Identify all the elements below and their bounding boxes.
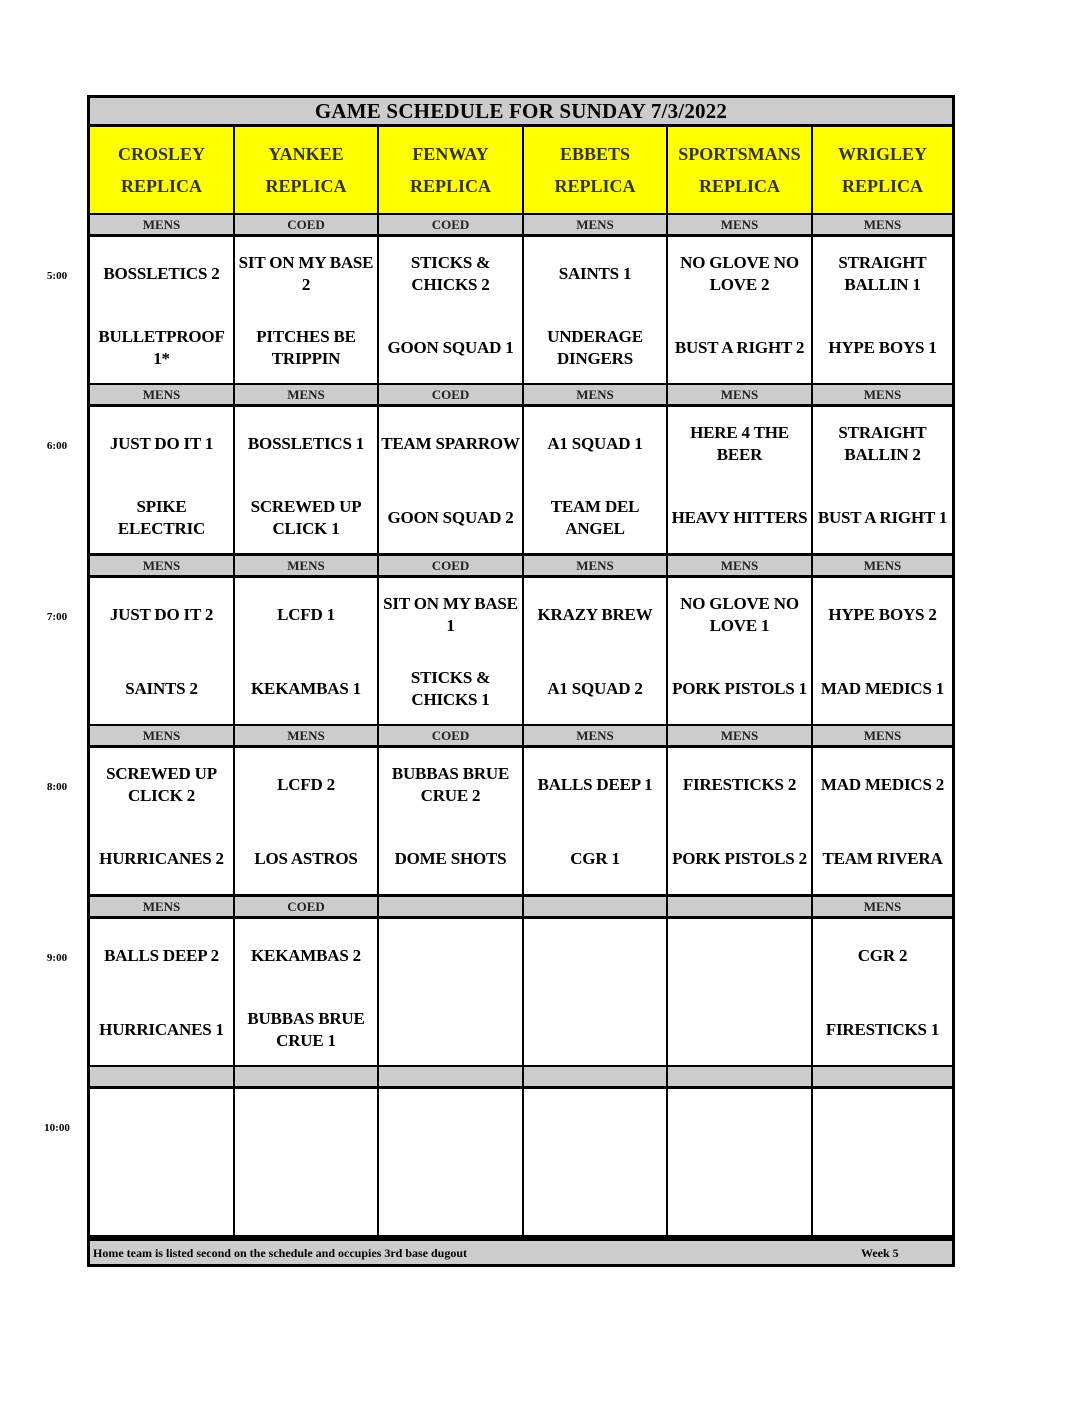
home-team: SCREWED UP CLICK 1 — [250, 497, 362, 538]
home-team: HEAVY HITTERS — [671, 508, 808, 527]
game-cell — [90, 1089, 233, 1235]
division-label: COED — [235, 897, 377, 916]
away-team — [381, 931, 520, 981]
home-team: HYPE BOYS 1 — [828, 338, 937, 357]
division-label: MENS — [90, 556, 233, 575]
division-label: MENS — [235, 556, 377, 575]
away-team: BALLS DEEP 2 — [104, 946, 219, 965]
division-label: MENS — [235, 726, 377, 745]
division-label: MENS — [668, 726, 811, 745]
game-cell — [813, 748, 952, 894]
division-label: MENS — [813, 385, 952, 404]
away-team: STICKS & CHICKS 2 — [410, 253, 491, 294]
away-team — [815, 1101, 950, 1151]
field-subtitle: REPLICA — [554, 176, 636, 196]
game-cell — [524, 578, 666, 724]
division-label: MENS — [524, 556, 666, 575]
game-cell — [524, 1089, 666, 1235]
field-name: WRIGLEY — [837, 144, 927, 164]
home-team — [670, 1005, 809, 1055]
away-team: NO GLOVE NO LOVE 2 — [680, 253, 799, 294]
game-cell — [524, 407, 666, 553]
game-cell — [524, 919, 666, 1065]
division-label: MENS — [90, 897, 233, 916]
game-cell — [90, 407, 233, 553]
game-cell — [235, 1089, 377, 1235]
game-cell — [379, 1089, 522, 1235]
home-team — [381, 1175, 520, 1225]
page-title: GAME SCHEDULE FOR SUNDAY 7/3/2022 — [90, 98, 952, 127]
division-label: MENS — [668, 556, 811, 575]
division-label — [813, 1067, 952, 1086]
home-team: UNDERAGE DINGERS — [547, 327, 643, 368]
home-team: BUST A RIGHT 1 — [817, 508, 948, 527]
division-label: MENS — [813, 897, 952, 916]
game-cell — [90, 578, 233, 724]
home-team: PORK PISTOLS 2 — [672, 849, 807, 868]
game-cell — [813, 237, 952, 383]
field-header-ebbets — [524, 127, 666, 213]
away-team: BALLS DEEP 1 — [537, 775, 653, 794]
away-team: HYPE BOYS 2 — [828, 605, 937, 624]
field-header-yankee — [235, 127, 377, 213]
game-cell — [668, 1089, 811, 1235]
home-team: A1 SQUAD 2 — [547, 679, 643, 698]
game-cell — [668, 407, 811, 553]
game-cell — [668, 237, 811, 383]
field-name: FENWAY — [412, 144, 489, 164]
game-cell — [90, 919, 233, 1065]
home-team — [237, 1175, 375, 1225]
away-team — [526, 931, 664, 981]
field-subtitle: REPLICA — [841, 176, 923, 196]
field-name: YANKEE — [268, 144, 344, 164]
home-team: BUST A RIGHT 2 — [674, 338, 805, 357]
home-team: LOS ASTROS — [254, 849, 358, 868]
division-label: COED — [379, 726, 522, 745]
home-team: FIRESTICKS 1 — [825, 1020, 940, 1039]
home-team — [670, 1175, 809, 1225]
division-label: MENS — [668, 215, 811, 234]
division-label: MENS — [524, 726, 666, 745]
home-team — [815, 1175, 950, 1225]
division-label: MENS — [90, 385, 233, 404]
home-team: CGR 1 — [570, 849, 620, 868]
away-team: CGR 2 — [857, 946, 908, 965]
division-label — [379, 1067, 522, 1086]
away-team: HERE 4 THE BEER — [690, 423, 789, 464]
time-label: 6:00 — [46, 440, 68, 452]
division-label — [524, 897, 666, 916]
game-cell — [379, 748, 522, 894]
away-team — [237, 1101, 375, 1151]
footer-note: Home team is listed second on the schedule and occupies 3rd base dugout — [93, 1246, 468, 1260]
time-label: 10:00 — [44, 1122, 70, 1134]
home-team: GOON SQUAD 1 — [387, 338, 514, 357]
away-team — [92, 1101, 231, 1151]
away-team: BUBBAS BRUE CRUE 2 — [391, 764, 510, 805]
field-subtitle: REPLICA — [409, 176, 491, 196]
away-team — [381, 1101, 520, 1151]
away-team: SCREWED UP CLICK 2 — [106, 764, 217, 805]
time-label: 8:00 — [46, 781, 68, 793]
game-cell — [379, 919, 522, 1065]
home-team: STICKS & CHICKS 1 — [410, 668, 491, 709]
home-team: SAINTS 2 — [125, 679, 198, 698]
home-team: BULLETPROOF 1* — [98, 327, 225, 368]
game-cell — [235, 578, 377, 724]
game-cell — [379, 578, 522, 724]
division-label: MENS — [90, 215, 233, 234]
field-name: CROSLEY — [117, 144, 206, 164]
division-label: MENS — [668, 385, 811, 404]
away-team: TEAM SPARROW — [381, 434, 520, 453]
away-team — [670, 931, 809, 981]
game-cell — [668, 919, 811, 1065]
game-cell — [524, 237, 666, 383]
home-team: SPIKE ELECTRIC — [117, 497, 206, 538]
division-label — [235, 1067, 377, 1086]
game-cell — [813, 919, 952, 1065]
home-team: DOME SHOTS — [394, 849, 507, 868]
home-team: GOON SQUAD 2 — [387, 508, 514, 527]
division-label: MENS — [235, 385, 377, 404]
division-label: MENS — [813, 215, 952, 234]
home-team: BUBBAS BRUE CRUE 1 — [247, 1009, 365, 1050]
field-name: EBBETS — [559, 144, 631, 164]
footer-bar — [90, 1241, 952, 1264]
division-label: MENS — [813, 726, 952, 745]
home-team: KEKAMBAS 1 — [251, 679, 361, 698]
away-team: LCFD 1 — [277, 605, 335, 624]
field-subtitle: REPLICA — [120, 176, 202, 196]
home-team: HURRICANES 1 — [99, 1020, 224, 1039]
game-cell — [668, 578, 811, 724]
home-team — [526, 1175, 664, 1225]
division-label: COED — [379, 385, 522, 404]
division-label: COED — [379, 215, 522, 234]
division-label: MENS — [524, 215, 666, 234]
division-label — [668, 897, 811, 916]
away-team: KRAZY BREW — [537, 605, 653, 624]
field-subtitle: REPLICA — [698, 176, 780, 196]
time-label: 9:00 — [46, 952, 68, 964]
division-label: COED — [235, 215, 377, 234]
field-header-crosley — [90, 127, 233, 213]
division-label — [668, 1067, 811, 1086]
game-cell — [813, 1089, 952, 1235]
away-team: BOSSLETICS 2 — [103, 264, 220, 283]
field-subtitle: REPLICA — [265, 176, 347, 196]
game-cell — [813, 407, 952, 553]
away-team: NO GLOVE NO LOVE 1 — [680, 594, 799, 635]
game-cell — [235, 748, 377, 894]
away-team: JUST DO IT 2 — [109, 605, 214, 624]
away-team: A1 SQUAD 1 — [547, 434, 643, 453]
field-name: SPORTSMANS — [678, 144, 801, 164]
division-label: MENS — [90, 726, 233, 745]
away-team: MAD MEDICS 2 — [820, 775, 945, 794]
away-team: STRAIGHT BALLIN 2 — [838, 423, 927, 464]
home-team — [381, 1005, 520, 1055]
home-team: MAD MEDICS 1 — [820, 679, 945, 698]
away-team: STRAIGHT BALLIN 1 — [838, 253, 927, 294]
game-cell — [668, 748, 811, 894]
game-cell — [90, 237, 233, 383]
game-cell — [524, 748, 666, 894]
game-cell — [379, 237, 522, 383]
away-team: SAINTS 1 — [558, 264, 632, 283]
field-header-wrigley — [813, 127, 952, 213]
away-team: JUST DO IT 1 — [109, 434, 214, 453]
home-team: PORK PISTOLS 1 — [672, 679, 807, 698]
home-team: PITCHES BE TRIPPIN — [256, 327, 356, 368]
away-team — [526, 1101, 664, 1151]
division-label — [379, 897, 522, 916]
home-team — [526, 1005, 664, 1055]
schedule-sheet — [87, 95, 955, 1267]
field-header-fenway — [379, 127, 522, 213]
division-label: MENS — [524, 385, 666, 404]
away-team: LCFD 2 — [277, 775, 335, 794]
away-team — [670, 1101, 809, 1151]
away-team: KEKAMBAS 2 — [251, 946, 361, 965]
home-team — [92, 1175, 231, 1225]
division-label: MENS — [813, 556, 952, 575]
home-team: TEAM RIVERA — [822, 849, 943, 868]
game-cell — [235, 237, 377, 383]
game-cell — [90, 748, 233, 894]
home-team: HURRICANES 2 — [99, 849, 224, 868]
game-cell — [813, 578, 952, 724]
game-cell — [235, 919, 377, 1065]
time-label: 5:00 — [46, 270, 68, 282]
field-header-sportsmans — [668, 127, 811, 213]
division-label — [90, 1067, 233, 1086]
away-team: SIT ON MY BASE 1 — [383, 594, 518, 635]
away-team: SIT ON MY BASE 2 — [238, 253, 374, 294]
away-team: FIRESTICKS 2 — [682, 775, 797, 794]
game-cell — [379, 407, 522, 553]
time-label: 7:00 — [46, 611, 68, 623]
week-label: Week 5 — [861, 1246, 899, 1260]
division-label: COED — [379, 556, 522, 575]
home-team: TEAM DEL ANGEL — [550, 497, 640, 538]
away-team: BOSSLETICS 1 — [247, 434, 365, 453]
game-cell — [235, 407, 377, 553]
division-label — [524, 1067, 666, 1086]
